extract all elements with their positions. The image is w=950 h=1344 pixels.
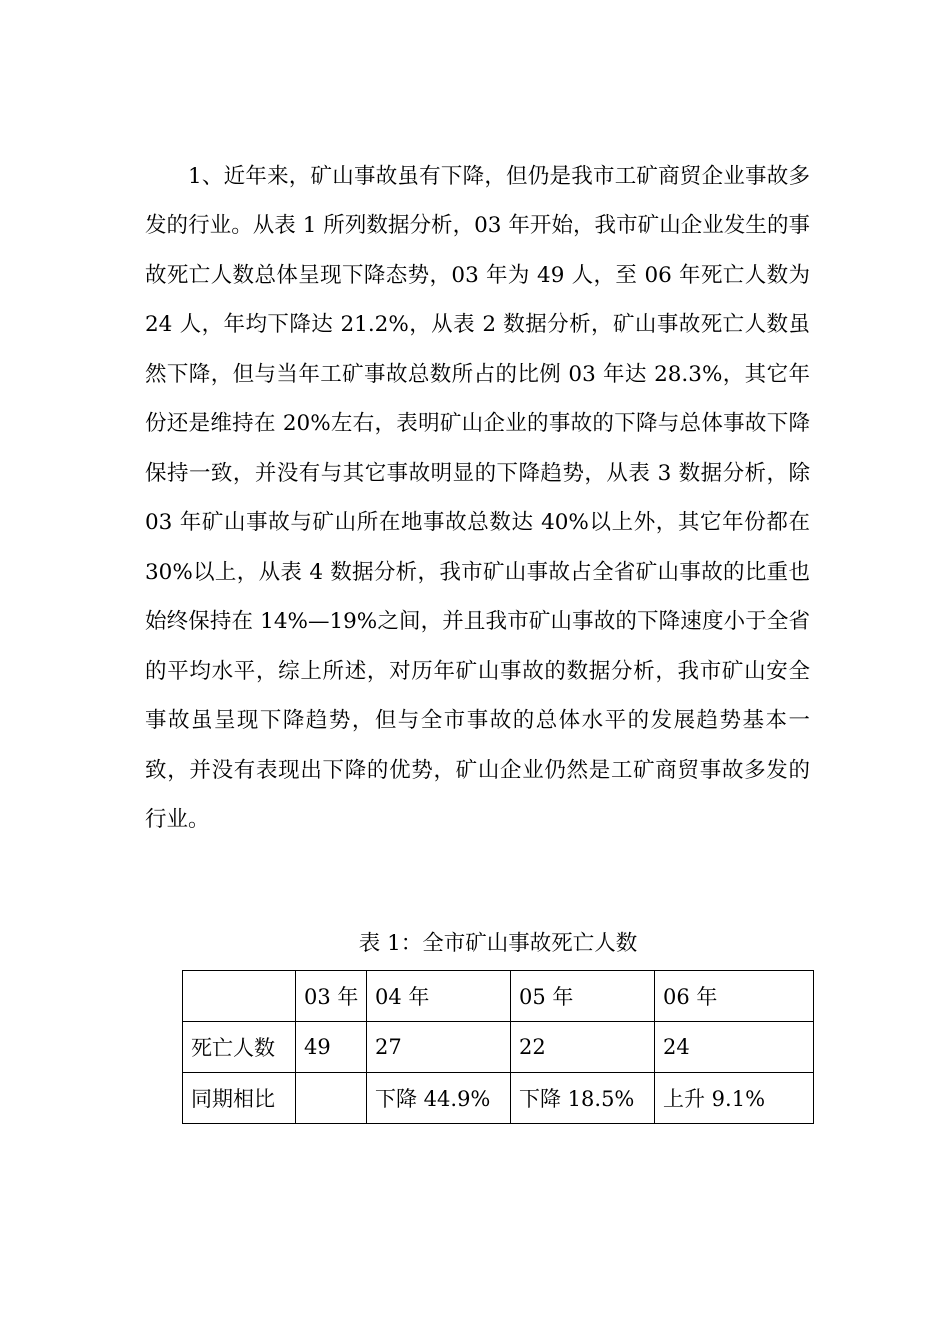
- table-caption: 表 1：全市矿山事故死亡人数: [358, 931, 638, 956]
- body-paragraph: 1、近年来，矿山事故虽有下降，但仍是我市工矿商贸企业事故多发的行业。从表 1 所列数据分析，03 年开始，我市矿山企业发生的事故死亡人数总体呈现下降态势，03 年为 49 人，至 06 年死亡人数为 24 人，年均下降达 21.2%，从表 2 数据分析，矿山事故死亡人数虽然下降，但与当年工矿事故总数所占的比例 03 年达 28.3%，其它年份还是维持在 20%左右，表明矿山企业的事故的下降与总体事故下降保持一致，并没有与其它事故明显的下降趋势，从表 3 数据分析，除 03 年矿山事故与矿山所在地事故总数达 40%以上外，其它年份都在 30%以上，从表 4 数据分析，我市矿山事故占全省矿山事故的比重也始终保持在 14%—19%之间，并且我市矿山事故的下降速度小于全省的平均水平，综上所述，对历年矿山事故的数据分析，我市矿山安全事故虽呈现下降趋势，但与全市事故的总体水平的发展趋势基本一致，并没有表现出下降的优势，矿山企业仍然是工矿商贸事故多发的行业。: [145, 163, 810, 832]
- table-cell: 22: [511, 1022, 655, 1073]
- table-cell: 下降 44.9%: [367, 1073, 511, 1124]
- header-cell-03: 03 年: [296, 971, 367, 1022]
- header-cell-05: 05 年: [511, 971, 655, 1022]
- table-row: [183, 1022, 814, 1073]
- data-table: [182, 970, 814, 1124]
- table-cell: 27: [367, 1022, 511, 1073]
- table-cell: 24: [655, 1022, 814, 1073]
- header-cell-blank: [183, 971, 296, 1022]
- header-cell-06: 06 年: [655, 971, 814, 1022]
- table-header-row: [183, 971, 814, 1022]
- table-cell: 49: [296, 1022, 367, 1073]
- row-label-deaths: 死亡人数: [183, 1022, 296, 1073]
- table-row: [183, 1073, 814, 1124]
- table-cell: [296, 1073, 367, 1124]
- row-label-comparison: 同期相比: [183, 1073, 296, 1124]
- header-cell-04: 04 年: [367, 971, 511, 1022]
- table-cell: 下降 18.5%: [511, 1073, 655, 1124]
- table-cell: 上升 9.1%: [655, 1073, 814, 1124]
